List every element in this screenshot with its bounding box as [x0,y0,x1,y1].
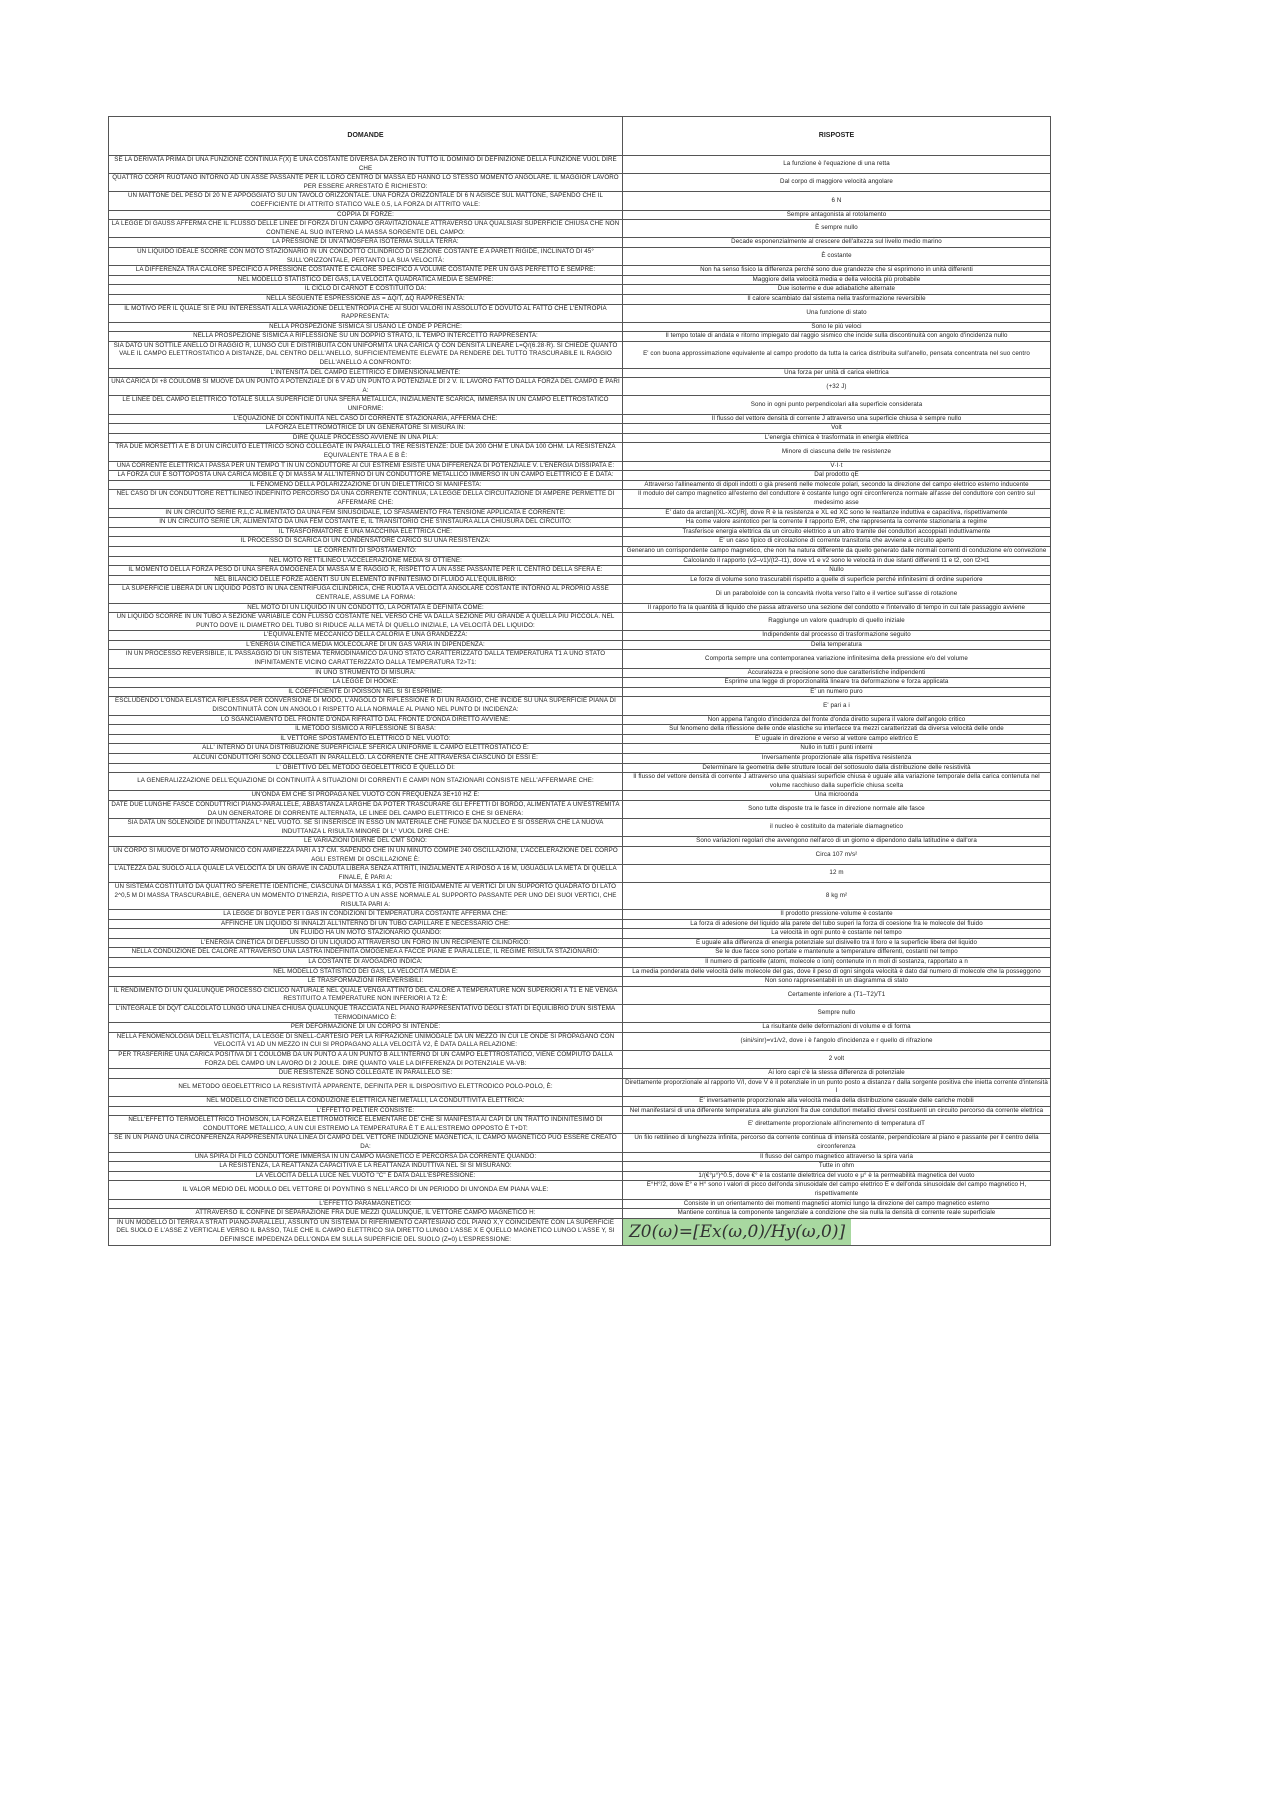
question-cell: TRA DUE MORSETTI A E B DI UN CIRCUITO ELETTRICO SONO COLLEGATE IN PARALLELO TRE RESISTENZE: DUE DA 200 OHM E UNA DA 100 OHM. LA RESISTENZA EQUIVALENTE TRA A E B È: [109,443,623,461]
answer-cell: Direttamente proporzionale al rapporto V/I, dove V è il potenziale in un punto posto a distanza r dalla sorgente positiva che inietta corrente d'intensità I [623,1078,1051,1096]
answer-cell: E' pari a i [623,697,1051,715]
question-cell: L'INTEGRALE DI DQ/T CALCOLATO LUNGO UNA LINEA CHIUSA QUALUNQUE TRACCIATA NEL PIANO RAPPRESENTATIVO DEGLI STATI DI EQUILIBRIO D'UN SISTEMA TERMODINAMICO È: [109,1005,623,1023]
question-cell: QUATTRO CORPI RUOTANO INTORNO AD UN ASSE PASSANTE PER IL LORO CENTRO DI MASSA ED HANNO LO STESSO MOMENTO ANGOLARE. IL MAGGIOR LAVORO PER ESSERE ARRESTATO È RICHIESTO: [109,174,623,192]
answer-cell: Calcolando il rapporto (v2–v1)/(t2–t1), dove v1 e v2 sono le velocità in due istanti differenti t1 e t2, con t2>t1 [623,556,1051,566]
question-cell: IL MOTIVO PER IL QUALE SI È PIÙ INTERESSATI ALLA VARIAZIONE DELL'ENTROPIA CHE AI SUOI VALORI IN ASSOLUTO È DOVUTO AL FATTO CHE L'ENTROPIA RAPPRESENTA: [109,304,623,322]
table-row [109,210,1051,220]
answer-cell: 6 N [623,192,1051,210]
table-row [109,668,1051,678]
table-row [109,1023,1051,1033]
question-cell: IN UN PROCESSO REVERSIBILE, IL PASSAGGIO DI UN SISTEMA TERMODINAMICO DA UNO STATO CARATTERIZZATO DALLA TEMPERATURA T1 A UNO STATO INFINITAMENTE VICINO CARATTERIZZATO DALLA TEMPERATURA T2>T1: [109,650,623,668]
question-cell: UNA CARICA DI +8 COULOMB SI MUOVE DA UN PUNTO A POTENZIALE DI 6 V AD UN PUNTO A POTENZIALE DI 2 V. IL LAVORO FATTO DALLA FORZA DEL CAMPO È PARI A: [109,378,623,396]
answer-cell: Comporta sempre una contemporanea variazione infinitesima della pressione e/o del volume [623,650,1051,668]
question-cell: UN FLUIDO HA UN MOTO STAZIONARIO QUANDO: [109,929,623,939]
qa-table [108,116,1051,1246]
table-row [109,1218,1051,1245]
table-row [109,1096,1051,1106]
answer-cell: Trasferisce energia elettrica da un circuito elettrico a un altro tramite dei conduttori accoppiati induttivamente [623,527,1051,537]
question-cell: NELL'EFFETTO TERMOELETTRICO THOMSON, LA FORZA ELETTROMOTRICE ELEMENTARE DE' CHE SI MANIFESTA AI CAPI DI UN TRATTO INDINITESIMO DI CONDUTTORE METALLICO, A UN CUI ESTREMO LA TEMPERATURA È T E ALL'ESTREMO OPPOSTO È T+DT: [109,1116,623,1134]
table-row [109,1106,1051,1116]
question-cell: UN SISTEMA COSTITUITO DA QUATTRO SFERETTE IDENTICHE, CIASCUNA DI MASSA 1 KG, POSTE RIGIDAMENTE AI VERTICI DI UN SUPPORTO QUADRATO DI LATO 2^0,5 M DI MASSA TRASCURABILE, GENERA UN MOMENTO D'INERZIA, RISPETTO A UN ASSE NORMALE AL SUPPORTO PASSANTE PER UNO DEI SUOI VERTICI, CHE RISULTA PARI A: [109,883,623,910]
answer-cell: Certamente inferiore a (T1–T2)/T1 [623,986,1051,1004]
table-row [109,791,1051,801]
table-row [109,341,1051,368]
question-cell: L'INTENSITÀ DEL CAMPO ELETTRICO È DIMENSIONALMENTE: [109,368,623,378]
answer-cell: L'energia chimica è trasformata in energia elettrica [623,433,1051,443]
answer-cell: Nullo [623,566,1051,576]
question-cell: SE LA DERIVATA PRIMA DI UNA FUNZIONE CONTINUA F(X) È UNA COSTANTE DIVERSA DA ZERO IN TUTTO IL DOMINIO DI DEFINIZIONE DELLA FUNZIONE VUOL DIRE CHE [109,156,623,174]
answer-cell: Decade esponenzialmente al crescere dell'altezza sul livello medio marino [623,238,1051,248]
question-cell: ESCLUDENDO L'ONDA ELASTICA RIFLESSA PER CONVERSIONE DI MODO, L'ANGOLO DI RIFLESSIONE R DI UN RAGGIO, CHE INCIDE SU UNA SUPERFICIE PIANA DI DISCONTINUITÀ CON UN ANGOLO I RISPETTO ALLA NORMALE AL PIANO NEL PUNTO DI INCIDENZA: [109,697,623,715]
answer-cell: Di un paraboloide con la concavità rivolta verso l'alto e il vertice sull'asse di rotazione [623,585,1051,603]
header-answers: RISPOSTE [623,117,1051,156]
answer-cell: 1/(€°μ°)^0.5, dove €° è la costante dielettrica del vuoto e μ° è la permeabilità magnetica del vuoto [623,1171,1051,1181]
question-cell: SE IN UN PIANO UNA CIRCONFERENZA RAPPRESENTA UNA LINEA DI CAMPO DEL VETTORE INDUZIONE MAGNETICA, IL CAMPO MAGNETICO PUÒ ESSERE CREATO DA: [109,1134,623,1152]
question-cell: IL VETTORE SPOSTAMENTO ELETTRICO D NEL VUOTO: [109,734,623,744]
answer-cell: V·I·t [623,461,1051,471]
table-row [109,929,1051,939]
table-row [109,238,1051,248]
question-cell: LE VARIAZIONI DIURNE DEL CMT SONO: [109,837,623,847]
answer-cell: La media ponderata delle velocità delle molecole del gas, dove il peso di ogni singola velocità è dato dal numero di molecole che la posseggono [623,967,1051,977]
answer-cell: E°H°/2, dove E° e H° sono i valori di picco dell'onda sinusoidale del campo elettrico E e dell'onda sinusoidale del campo magnetico H, rispettivamente [623,1181,1051,1199]
answer-cell: Maggiore della velocità media e della velocità più probabile [623,275,1051,285]
answer-cell: Sono tutte disposte tra le fasce in direzione normale alle fasce [623,800,1051,818]
answer-cell: Circa 107 m/s² [623,846,1051,864]
question-cell: UNA SPIRA DI FILO CONDUTTORE IMMERSA IN UN CAMPO MAGNETICO È PERCORSA DA CORRENTE QUANDO: [109,1152,623,1162]
answer-cell: E' un caso tipico di circolazione di corrente transitoria che avviene a circuito aperto [623,537,1051,547]
table-row [109,1005,1051,1023]
table-row [109,1116,1051,1134]
table-row [109,687,1051,697]
table-row [109,247,1051,265]
table-row [109,518,1051,528]
answer-cell: E' con buona approssimazione equivalente al campo prodotto da tutta la carica distribuita sull'anello, pensata concentrata nel suo centro [623,341,1051,368]
answer-cell: La funzione è l'equazione di una retta [623,156,1051,174]
table-row [109,396,1051,414]
answer-cell: Una forza per unità di carica elettrica [623,368,1051,378]
question-cell: LE CORRENTI DI SPOSTAMENTO: [109,546,623,556]
question-cell: IL MOMENTO DELLA FORZA PESO DI UNA SFERA OMOGENEA DI MASSA M E RAGGIO R, RISPETTO A UN ASSE PASSANTE PER IL CENTRO DELLA SFERA È: [109,566,623,576]
question-cell: DATE DUE LUNGHE FASCE CONDUTTRICI PIANO-PARALLELE, ABBASTANZA LARGHE DA POTER TRASCURARE GLI EFFETTI DI BORDO, ALIMENTATE A UN'ESTREMITÀ DA UN GENERATORE DI CORRENTE ALTERNATA, LE LINEE DEL CAMPO ELETTRICO E CHE SI GENERA: [109,800,623,818]
table-row [109,977,1051,987]
answer-cell: Raggiunge un valore quadruplo di quello iniziale [623,613,1051,631]
answer-cell: Il flusso del vettore densità di corrente J attraverso una superficie chiusa è sempre nullo [623,414,1051,424]
question-cell: LA FORZA ELETTROMOTRICE DI UN GENERATORE SI MISURA IN: [109,424,623,434]
table-row [109,819,1051,837]
question-cell: NEL MODELLO STATISTICO DEI GAS, LA VELOCITÀ MEDIA È: [109,967,623,977]
question-cell: IN UN MODELLO DI TERRA A STRATI PIANO-PARALLELI, ASSUNTO UN SISTEMA DI RIFERIMENTO CARTESIANO COL PIANO X,Y COINCIDENTE CON LA SUPERFICIE DEL SUOLO E L'ASSE Z VERTICALE VERSO IL BASSO, TALE CHE IL CAMPO ELETTRICO SIA DIRETTO LUNGO L'ASSE X E QUELLO MAGNETICO LUNGO L'ASSE Y, SI DEFINISCE IMPEDENZA DELL'ONDA EM SULLA SUPERFICIE DEL SUOLO (Z=0) L'ESPRESSIONE: [109,1218,623,1245]
table-row [109,304,1051,322]
question-cell: SIA DATO UN SOTTILE ANELLO DI RAGGIO R, LUNGO CUI È DISTRIBUITA CON UNIFORMITÀ UNA CARICA Q CON DENSITÀ LINEARE L=Q/(6.28·R). SI CHIEDE QUANTO VALE IL CAMPO ELETTROSTATICO A DISTANZE, DAL CENTRO DELL'ANELLO, SUFFICIENTEMENTE ELEVATE DA RENDERE DEL TUTTO TRASCURABILE IL RAGGIO DELL'ANELLO A CONFRONTO: [109,341,623,368]
question-cell: LA LEGGE DI GAUSS AFFERMA CHE IL FLUSSO DELLE LINEE DI FORZA DI UN CAMPO GRAVITAZIONALE ATTRAVERSO UNA QUALSIASI SUPERFICIE CHIUSA CHE NON CONTIENE AL SUO INTERNO LA MASSA SORGENTE DEL CAMPO: [109,220,623,238]
question-cell: IN UN CIRCUITO SERIE R,L,C ALIMENTATO DA UNA FEM SINUSOIDALE, LO SFASAMENTO FRA TENSIONE APPLICATA E CORRENTE: [109,508,623,518]
impedance-formula: Z0(ω)=[Ex(ω,0)/Hy(ω,0)] [623,1219,851,1245]
table-row [109,322,1051,332]
answer-cell: Tutte in ohm [623,1162,1051,1172]
table-row [109,958,1051,968]
question-cell: LA GENERALIZZAZIONE DELL'EQUAZIONE DI CONTINUITÀ A SITUAZIONI DI CORRENTI E CAMPI NON STAZIONARI CONSISTE NELL'AFFERMARE CHE: [109,773,623,791]
table-row [109,546,1051,556]
answer-cell: Determinare la geometria delle strutture locali del sottosuolo dalla distribuzione delle resistività [623,763,1051,773]
table-row [109,537,1051,547]
question-cell: PER TRASFERIRE UNA CARICA POSITIVA DI 1 COULOMB DA UN PUNTO A A UN PUNTO B ALL'INTERNO DI UN CAMPO ELETTROSTATICO, VIENE COMPIUTO DALLA FORZA DEL CAMPO UN LAVORO DI 2 JOULE. DIRE QUANTO VALE LA DIFFERENZA DI POTENZIALE VA-VB: [109,1051,623,1069]
table-row [109,613,1051,631]
answer-cell: Consiste in un orientamento dei momenti magnetici atomici lungo la direzione del campo magnetico esterno [623,1199,1051,1209]
table-row [109,266,1051,276]
answer-cell: È uguale alla differenza di energia potenziale sul dislivello tra il foro e la superficie libera del liquido [623,938,1051,948]
table-row [109,1199,1051,1209]
question-cell: UNA CORRENTE ELETTRICA I PASSA PER UN TEMPO T IN UN CONDUTTORE AI CUI ESTREMI ESISTE UNA DIFFERENZA DI POTENZIALE V. L'ENERGIA DISSIPATA È: [109,461,623,471]
table-row [109,697,1051,715]
question-cell: LA PRESSIONE DI UN'ATMOSFERA ISOTERMA SULLA TERRA: [109,238,623,248]
question-cell: LE TRASFORMAZIONI IRREVERSIBILI: [109,977,623,987]
table-row [109,763,1051,773]
question-cell: NELLA SEGUENTE ESPRESSIONE ΔS = ΔQ/T, ΔQ RAPPRESENTA: [109,294,623,304]
table-row [109,424,1051,434]
question-cell: L'ENERGIA CINETICA DI DEFLUSSO DI UN LIQUIDO ATTRAVERSO UN FORO IN UN RECIPIENTE CILINDRICO: [109,938,623,948]
answer-cell: 2 volt [623,1051,1051,1069]
table-row [109,640,1051,650]
question-cell: DUE RESISTENZE SONO COLLEGATE IN PARALLELO SE: [109,1069,623,1079]
table-row [109,1152,1051,1162]
answer-cell: Il flusso del campo magnetico attraverso la spira varia [623,1152,1051,1162]
table-row [109,603,1051,613]
table-body [109,156,1051,1246]
table-row [109,800,1051,818]
question-cell: NEL MOTO DI UN LIQUIDO IN UN CONDOTTO, LA PORTATA È DEFINITA COME: [109,603,623,613]
table-row [109,294,1051,304]
answer-cell: Il rapporto fra la quantità di liquido che passa attraverso una sezione del condotto e l'intervallo di tempo in cui tale passaggio avviene [623,603,1051,613]
question-cell: NEL CASO DI UN CONDUTTORE RETTILINEO INDEFINITO PERCORSO DA UNA CORRENTE CONTINUA, LA LEGGE DELLA CIRCUITAZIONE DI AMPÈRE PERMETTE DI AFFERMARE CHE: [109,490,623,508]
question-cell: IL RENDIMENTO DI UN QUALUNQUE PROCESSO CICLICO NATURALE NEL QUALE VENGA ATTINTO DEL CALORE A TEMPERATURE NON SUPERIORI A T1 E NE VENGA RESTITUITO A TEMPERATURE NON INFERIORI A T2 È: [109,986,623,1004]
question-cell: LA DIFFERENZA TRA CALORE SPECIFICO A PRESSIONE COSTANTE E CALORE SPECIFICO A VOLUME COSTANTE PER UN GAS PERFETTO È SEMPRE: [109,266,623,276]
table-row [109,986,1051,1004]
question-cell: LA VELOCITÀ DELLA LUCE NEL VUOTO "C" È DATA DALL'ESPRESSIONE: [109,1171,623,1181]
table-row [109,1209,1051,1219]
answer-cell: La velocità in ogni punto è costante nel tempo [623,929,1051,939]
question-cell: L'ALTEZZA DAL SUOLO ALLA QUALE LA VELOCITÀ DI UN GRAVE IN CADUTA LIBERA SENZA ATTRITI, INIZIALMENTE A RIPOSO A 16 M, UGUAGLIA LA METÀ DI QUELLA FINALE, È PARI A: [109,865,623,883]
question-cell: UN'ONDA EM CHE SI PROPAGA NEL VUOTO CON FREQUENZA 3E+10 HZ È: [109,791,623,801]
table-row [109,566,1051,576]
table-row [109,1069,1051,1079]
table-row [109,508,1051,518]
table-row [109,1078,1051,1096]
table-row [109,378,1051,396]
table-row [109,461,1051,471]
answer-cell: (sini/sinr)=v1/v2, dove i è l'angolo d'incidenza e r quello di rifrazione [623,1032,1051,1050]
table-row [109,480,1051,490]
table-row [109,734,1051,744]
question-cell: ALCUNI CONDUTTORI SONO COLLEGATI IN PARALLELO. LA CORRENTE CHE ATTRAVERSA CIASCUNO DI ESSI È: [109,754,623,764]
answer-cell: Sempre antagonista al rotolamento [623,210,1051,220]
table-header-row [109,117,1051,156]
question-cell: L'EFFETTO PARAMAGNETICO: [109,1199,623,1209]
table-row [109,1032,1051,1050]
answer-cell: Attraverso l'allineamento di dipoli indotti o già presenti nelle molecole polari, secondo la direzione del campo elettrico esterno inducente [623,480,1051,490]
answer-cell: La forza di adesione del liquido alla parete del tubo superi la forza di coesione fra le molecole del fluido [623,919,1051,929]
answer-cell: La risultante delle deformazioni di volume e di forma [623,1023,1051,1033]
question-cell: LE LINEE DEL CAMPO ELETTRICO TOTALE SULLA SUPERFICIE DI UNA SFERA METALLICA, INIZIALMENTE SCARICA, IMMERSA IN UN CAMPO ELETTROSTATICO UNIFORME: [109,396,623,414]
table-row [109,490,1051,508]
table-row [109,332,1051,342]
answer-cell: (+32 J) [623,378,1051,396]
question-cell: ATTRAVERSO IL CONFINE DI SEPARAZIONE FRA DUE MEZZI QUALUNQUE, IL VETTORE CAMPO MAGNETICO H: [109,1209,623,1219]
question-cell: LA COSTANTE DI AVOGADRO INDICA: [109,958,623,968]
answer-cell: 12 m [623,865,1051,883]
answer-cell: Un filo rettilineo di lunghezza infinita, percorso da corrente continua di intensità costante, perpendicolare al piano e passante per il centro della circonferenza [623,1134,1051,1152]
question-cell: NEL MODELLO STATISTICO DEI GAS, LA VELOCITÀ QUADRATICA MEDIA È SEMPRE: [109,275,623,285]
table-row [109,754,1051,764]
header-questions: DOMANDE [109,117,623,156]
answer-cell: È costante [623,247,1051,265]
question-cell: NEL MOTO RETTILINEO L'ACCELERAZIONE MEDIA SI OTTIENE: [109,556,623,566]
table-row [109,846,1051,864]
answer-cell: Una funzione di stato [623,304,1051,322]
table-row [109,631,1051,641]
answer-cell: Accuratezza e precisione sono due caratteristiche indipendenti [623,668,1051,678]
question-cell: IL VALOR MEDIO DEL MODULO DEL VETTORE DI POYNTING S NELL'ARCO DI UN PERIODO DI UN'ONDA EM PIANA VALE: [109,1181,623,1199]
table-row [109,910,1051,920]
answer-cell: E' inversamente proporzionale alla velocità media della distribuzione casuale delle cariche mobili [623,1096,1051,1106]
question-cell: AFFINCHÉ UN LIQUIDO SI INNALZI ALL'INTERNO DI UN TUBO CAPILLARE È NECESSARIO CHE: [109,919,623,929]
question-cell: UN LIQUIDO IDEALE SCORRE CON MOTO STAZIONARIO IN UN CONDOTTO CILINDRICO DI SEZIONE COSTANTE E A PARETI RIGIDE, INCLINATO DI 45° SULL'ORIZZONTALE, PERTANTO LA SUA VELOCITÀ: [109,247,623,265]
answer-cell: E' uguale in direzione e verso al vettore campo elettrico E [623,734,1051,744]
question-cell: UN LIQUIDO SCORRE IN UN TUBO A SEZIONE VARIABILE CON FLUSSO COSTANTE NEL VERSO CHE VA DALLA SEZIONE PIÙ GRANDE A QUELLA PIÙ PICCOLA. NEL PUNTO DOVE IL DIAMETRO DEL TUBO SI RIDUCE ALLA METÀ DI QUELLO INIZIALE, LA VELOCITÀ DEL LIQUIDO: [109,613,623,631]
table-row [109,192,1051,210]
answer-cell: il nucleo è costituito da materiale diamagnetico [623,819,1051,837]
answer-cell: Mantiene continua la componente tangenziale a condizione che sia nulla la densità di corrente reale superficiale [623,1209,1051,1219]
table-row [109,1134,1051,1152]
table-row [109,967,1051,977]
answer-cell: Il flusso del vettore densità di corrente J attraverso una qualsiasi superficie chiusa è uguale alla variazione temporale della carica contenuta nel volume racchiuso dalla superficie chiusa scelta [623,773,1051,791]
table-row [109,443,1051,461]
table-row [109,773,1051,791]
question-cell: UN CORPO SI MUOVE DI MOTO ARMONICO CON AMPIEZZA PARI A 17 CM. SAPENDO CHE IN UN MINUTO COMPIE 240 OSCILLAZIONI, L'ACCELERAZIONE DEL CORPO AGLI ESTREMI DI OSCILLAZIONE È: [109,846,623,864]
table-row [109,650,1051,668]
question-cell: LO SGANCIAMENTO DEL FRONTE D'ONDA RIFRATTO DAL FRONTE D'ONDA DIRETTO AVVIENE: [109,715,623,725]
table-row [109,865,1051,883]
question-cell: ALL' INTERNO DI UNA DISTRIBUZIONE SUPERFICIALE SFERICA UNIFORME IL CAMPO ELETTROSTATICO È: [109,744,623,754]
answer-cell: E' direttamente proporzionale all'incremento di temperatura dT [623,1116,1051,1134]
question-cell: L'EQUAZIONE DI CONTINUITÀ NEL CASO DI CORRENTE STAZIONARIA, AFFERMA CHE: [109,414,623,424]
table-row [109,368,1051,378]
question-cell: LA SUPERFICIE LIBERA DI UN LIQUIDO POSTO IN UNA CENTRIFUGA CILINDRICA, CHE RUOTA A VELOCITÀ ANGOLARE COSTANTE INTORNO AL PROPRIO ASSE CENTRALE, ASSUME LA FORMA: [109,585,623,603]
answer-cell: Esprime una legge di proporzionalità lineare tra deformazione e forza applicata [623,678,1051,688]
question-cell: L'ENERGIA CINETICA MEDIA MOLECOLARE DI UN GAS VARIA IN DIPENDENZA: [109,640,623,650]
answer-cell: Il tempo totale di andata e ritorno impiegato dal raggio sismico che incide sulla discontinuità con angolo d'incidenza nullo [623,332,1051,342]
question-cell: NEL MODELLO CINETICO DELLA CONDUZIONE ELETTRICA NEI METALLI, LA CONDUTTIVITÀ ELETTRICA: [109,1096,623,1106]
answer-cell: Minore di ciascuna delle tre resistenze [623,443,1051,461]
table-row [109,1171,1051,1181]
table-row [109,156,1051,174]
question-cell: LA LEGGE DI BOYLE PER I GAS IN CONDIZIONI DI TEMPERATURA COSTANTE AFFERMA CHE: [109,910,623,920]
answer-cell: E' un numero puro [623,687,1051,697]
answer-cell: E' dato da arctan[(XL-XC)/R], dove R è la resistenza e XL ed XC sono le reattanze induttiva e capacitiva, rispettivamente [623,508,1051,518]
table-row [109,414,1051,424]
table-row [109,275,1051,285]
table-row [109,1162,1051,1172]
table-row [109,174,1051,192]
table-row [109,556,1051,566]
table-row [109,837,1051,847]
answer-cell: Il modulo del campo magnetico all'esterno del conduttore è costante lungo ogni circonferenza normale all'asse del conduttore con centro sul medesimo asse [623,490,1051,508]
question-cell: NELLA CONDUZIONE DEL CALORE ATTRAVERSO UNA LASTRA INDEFINITA OMOGENEA A FACCE PIANE E PARALLELE, IL REGIME RISULTA STAZIONARIO: [109,948,623,958]
table-row [109,678,1051,688]
table-row [109,220,1051,238]
question-cell: COPPIA DI FORZE: [109,210,623,220]
answer-cell: Non appena l'angolo d'incidenza del fronte d'onda diretto supera il valore dell'angolo critico [623,715,1051,725]
question-cell: IL TRASFORMATORE È UNA MACCHINA ELETTRICA CHE: [109,527,623,537]
answer-cell: Il numero di particelle (atomi, molecole o ioni) contenute in n moli di sostanza, rapportato a n [623,958,1051,968]
table-row [109,1051,1051,1069]
answer-cell: Volt [623,424,1051,434]
answer-cell: Non sono rappresentabili in un diagramma di stato [623,977,1051,987]
table-row [109,948,1051,958]
answer-cell: Non ha senso fisico la differenza perché sono due grandezze che si esprimono in unità differenti [623,266,1051,276]
answer-cell: Sul fenomeno della riflessione delle onde elastiche su interfacce tra mezzi caratterizzati da diversa velocità delle onde [623,725,1051,735]
question-cell: UN MATTONE DEL PESO DI 20 N È APPOGGIATO SU UN TAVOLO ORIZZONTALE. UNA FORZA ORIZZONTALE DI 6 N AGISCE SUL MATTONE, SAPENDO CHE IL COEFFICIENTE DI ATTRITO STATICO VALE 0.5, LA FORZA DI ATTRITO VALE: [109,192,623,210]
answer-cell: Sono in ogni punto perpendicolari alla superficie considerata [623,396,1051,414]
question-cell: IL CICLO DI CARNOT È COSTITUITO DA: [109,285,623,295]
question-cell: LA LEGGE DI HOOKE: [109,678,623,688]
answer-cell: Inversamente proporzionale alla rispettiva resistenza [623,754,1051,764]
question-cell: L' OBIETTIVO DEL METODO GEOELETTRICO È QUELLO DI: [109,763,623,773]
answer-cell: Sono variazioni regolari che avvengono nell'arco di un giorno e dipendono dalla latitudine e dall'ora [623,837,1051,847]
table-row [109,919,1051,929]
question-cell: IL COEFFICIENTE DI POISSON NEL SI SI ESPRIME: [109,687,623,697]
answer-cell: 8 kg m² [623,883,1051,910]
answer-cell: Della temperatura [623,640,1051,650]
answer-cell: Ai loro capi c'è la stessa differenza di potenziale [623,1069,1051,1079]
answer-cell: Nullo in tutti i punti interni [623,744,1051,754]
table-row [109,1181,1051,1199]
answer-cell: Ha come valore asintotico per la corrente il rapporto E/R, che rappresenta la corrente stazionaria a regime [623,518,1051,528]
answer-cell: Dal corpo di maggiore velocità angolare [623,174,1051,192]
table-row [109,883,1051,910]
question-cell: IN UN CIRCUITO SERIE LR, ALIMENTATO DA UNA FEM COSTANTE E, IL TRANSITORIO CHE S'INSTAURA ALLA CHIUSURA DEL CIRCUITO: [109,518,623,528]
answer-cell: Due isoterme e due adiabatiche alternate [623,285,1051,295]
answer-cell: È sempre nullo [623,220,1051,238]
question-cell: LA RESISTENZA, LA REATTANZA CAPACITIVA E LA REATTANZA INDUTTIVA NEL SI SI MISURANO: [109,1162,623,1172]
answer-cell: Indipendente dal processo di trasformazione seguito [623,631,1051,641]
question-cell: LA FORZA CUI È SOTTOPOSTA UNA CARICA MOBILE Q DI MASSA M ALL'INTERNO DI UN CONDUTTORE METALLICO IMMERSO IN UN CAMPO ELETTRICO E È DATA: [109,471,623,481]
question-cell: NELLA FENOMENOLOGIA DELL'ELASTICITÀ, LA LEGGE DI SNELL-CARTESIO PER LA RIFRAZIONE UNIMODALE DA UN MEZZO IN CUI LE ONDE SI PROPAGANO CON VELOCITÀ V1 AD UN MEZZO IN CUI SI PROPAGANO ALLA VELOCITÀ V2, È DATA DALLA RELAZIONE: [109,1032,623,1050]
question-cell: DIRE QUALE PROCESSO AVVIENE IN UNA PILA: [109,433,623,443]
table-row [109,715,1051,725]
answer-cell: Le forze di volume sono trascurabili rispetto a quelle di superficie perché infinitesimi di ordine superiore [623,575,1051,585]
answer-cell: Sempre nullo [623,1005,1051,1023]
answer-formula-cell [623,1218,1051,1245]
table-row [109,527,1051,537]
answer-cell: Se le due facce sono portate e mantenute a temperature differenti, costanti nel tempo [623,948,1051,958]
question-cell: IL METODO SISMICO A RIFLESSIONE SI BASA: [109,725,623,735]
question-cell: L'EFFETTO PELTIER CONSISTE: [109,1106,623,1116]
answer-cell: Una microonda [623,791,1051,801]
question-cell: IL FENOMENO DELLA POLARIZZAZIONE DI UN DIELETTRICO SI MANIFESTA: [109,480,623,490]
table-row [109,471,1051,481]
question-cell: IN UNO STRUMENTO DI MISURA: [109,668,623,678]
answer-cell: Dal prodotto qE [623,471,1051,481]
question-cell: NEL METODO GEOELETTRICO LA RESISTIVITÀ APPARENTE, DEFINITA PER IL DISPOSITIVO ELETTRODICO POLO-POLO, È: [109,1078,623,1096]
table-row [109,744,1051,754]
table-row [109,575,1051,585]
question-cell: NELLA PROSPEZIONE SISMICA A RIFLESSIONE SU UN DOPPIO STRATO, IL TEMPO INTERCETTO RAPPRESENTA: [109,332,623,342]
question-cell: NELLA PROSPEZIONE SISMICA SI USANO LE ONDE P PERCHÉ: [109,322,623,332]
question-cell: SIA DATA UN SOLENOIDE DI INDUTTANZA L° NEL VUOTO. SE SI INSERISCE IN ESSO UN MATERIALE CHE FUNGE DA NUCLEO E SI OSSERVA CHE LA NUOVA INDUTTANZA L RISULTA MINORE DI L° VUOL DIRE CHE: [109,819,623,837]
answer-cell: Il calore scambiato dal sistema nella trasformazione reversibile [623,294,1051,304]
table-row [109,433,1051,443]
answer-cell: Generano un corrispondente campo magnetico, che non ha natura differente da quello generato dalle normali correnti di conduzione e/o convezione [623,546,1051,556]
table-row [109,585,1051,603]
question-cell: IL PROCESSO DI SCARICA DI UN CONDENSATORE CARICO SU UNA RESISTENZA: [109,537,623,547]
question-cell: L'EQUIVALENTE MECCANICO DELLA CALORIA È UNA GRANDEZZA: [109,631,623,641]
answer-cell: Sono le più veloci [623,322,1051,332]
question-cell: PER DEFORMAZIONE DI UN CORPO SI INTENDE: [109,1023,623,1033]
table-row [109,725,1051,735]
answer-cell: Nel manifestarsi di una differente temperatura alle giunzioni fra due conduttori metallici diversi costituenti un circuito percorso da corrente elettrica [623,1106,1051,1116]
table-row [109,285,1051,295]
table-row [109,938,1051,948]
answer-cell: Il prodotto pressione·volume è costante [623,910,1051,920]
question-cell: NEL BILANCIO DELLE FORZE AGENTI SU UN ELEMENTO INFINITESIMO DI FLUIDO ALL'EQUILIBRIO: [109,575,623,585]
